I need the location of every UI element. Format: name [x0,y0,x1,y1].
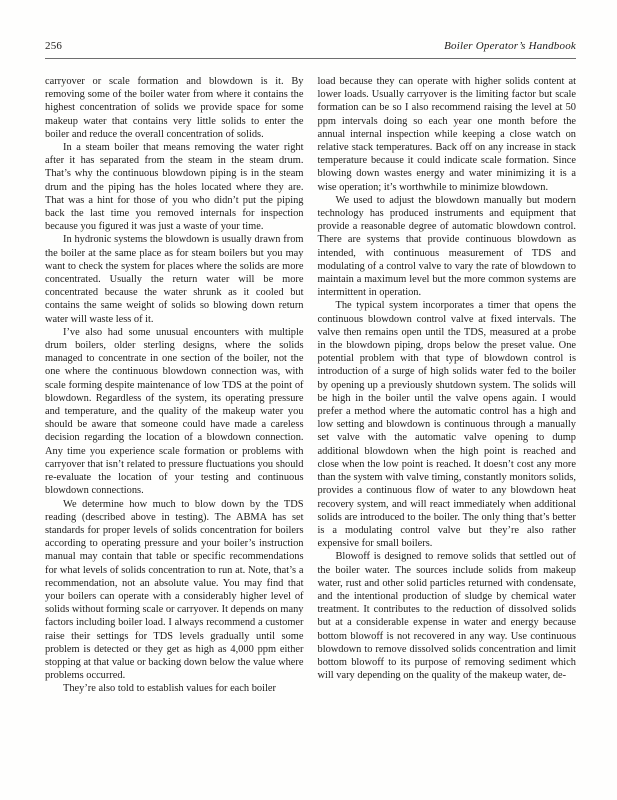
paragraph: We determine how much to blow down by the TDS reading (described above in testing). The ABMA has set standards for proper levels of solids concentration for boilers according to operating pressure and your boiler’s instruction manual may contain that table or specific recommendations for what levels of solids concentration to run at. Note, that’s a recommendation, not an absolute value. You may find that your boilers can operate with a considerably higher level of solids without forming scale or carryover. It depends on many factors including boiler load. I always recommend a customer raise their settings for TDS levels gradually until some problem is detected or they get as high as 4,000 ppm either stopping at that value or backing down below the value where problems occurred. [45,498,304,682]
page-number: 256 [45,40,63,52]
paragraph: They’re also told to establish values for each boiler [63,683,276,695]
book-title: Boiler Operator’s Handbook [444,40,576,52]
paragraph: Blowoff is designed to remove solids that settled out of the boiler water. The sources include solids from makeup water, rust and other solid particles returned with condensate, and the intentional production of sludge by chemical water treatment. It contributes to the reduction of dissolved solids but at a considerable expense in water and energy because bottom blowoff is not recovered in any way. Use continuous blowdown to remove dissolved solids concentration and limit bottom blowoff to its purpose of removing sediment which will vary depending on the quality of the makeup water, de- [317,551,576,682]
right-column [318,75,577,696]
paragraph: We used to adjust the blowdown manually but modern technology has produced instruments and equipment that provide a reasonable degree of automatic blowdown control. There are systems that provide continuous blowdown as intended, with continuous measurement of TDS and modulating of a control valve to vary the rate of blowdown to maintain a maximum level but the more common systems are intermittent in operation. [317,194,576,299]
paragraph: carryover or scale formation and blowdown is it. By removing some of the boiler water from where it contains the highest concentration of solids we provide space for some makeup water that contains very little solids to enter the boiler and reduce the overall concentration of solids. [45,76,304,140]
paragraph: In hydronic systems the blowdown is usually drawn from the boiler at the same place as for steam boilers but you may want to check the system for places where the solids are more concentrated. Usually the return water will be more concentrated because the water shrunk as it cooled but contains the same weight of solids so blowing down return water will waste less of it. [45,234,304,325]
paragraph: load because they can operate with higher solids content at lower loads. Usually carryover is the limiting factor but scale formation can be so I also recommend raising the level at 50 ppm intervals doing so each year one month before the annual internal inspection while keeping a close watch on relative stack temperatures. Back off on any increase in stack temperature because it could indicate scale formation. Since blowing down wastes energy and water minimizing it is a wise operation; it’s worthwhile to minimize blowdown. [317,76,576,193]
paragraph: I’ve also had some unusual encounters with multiple drum boilers, older sterling designs, where the solids managed to concentrate in one section of the boiler, not the one where the continuous blowdown connection was, with scale forming despite maintenance of low TDS at the point of blowdown. Regardless of the system, its operating pressure and temperature, and the quality of the makeup water you should be aware that someone could have made a careless decision regarding the location of a blowdown connection. Any time you experience scale formation or problems with carryover that isn’t related to pressure fluctuations you should re-evaluate the location of your testing and continuous blowdown connections. [45,326,304,497]
text-body [45,75,576,696]
running-head [45,40,576,59]
paragraph: In a steam boiler that means removing the water right after it has separated from the steam in the steam drum. That’s why the continuous blowdown piping is in the steam drum and the piping has the holes located where they are. That was a hint for those of you who didn’t put the piping back the last time you removed internals for inspection because you figured it was just a waste of your time. [45,142,304,233]
left-column [45,75,304,696]
paragraph: The typical system incorporates a timer that opens the continuous blowdown control valve at fixed intervals. The valve then remains open until the TDS, measured at a probe in the blowdown piping, drops below the preset value. One potential problem with that type of blowdown control is introduction of a surge of high solids water fed to the boiler by opening up a previously shutdown system. The solids will be high in the boiler until the valve opens again. I would prefer a method where the automatic control has a high and low setting and blowdown is continuous through a manually set valve with the automatic valve opening to dump additional blowdown when the high point is reached and close when the low point is reached. It doesn’t cost any more than the system with valve timing, constantly monitors solids, provides a continuous flow of water to any blowdown heat recovery system, and will react immediately when additional solids are introduced to the boiler. The only thing that’s better is a modulating control valve but they’re also rather expensive for small boilers. [317,300,576,550]
